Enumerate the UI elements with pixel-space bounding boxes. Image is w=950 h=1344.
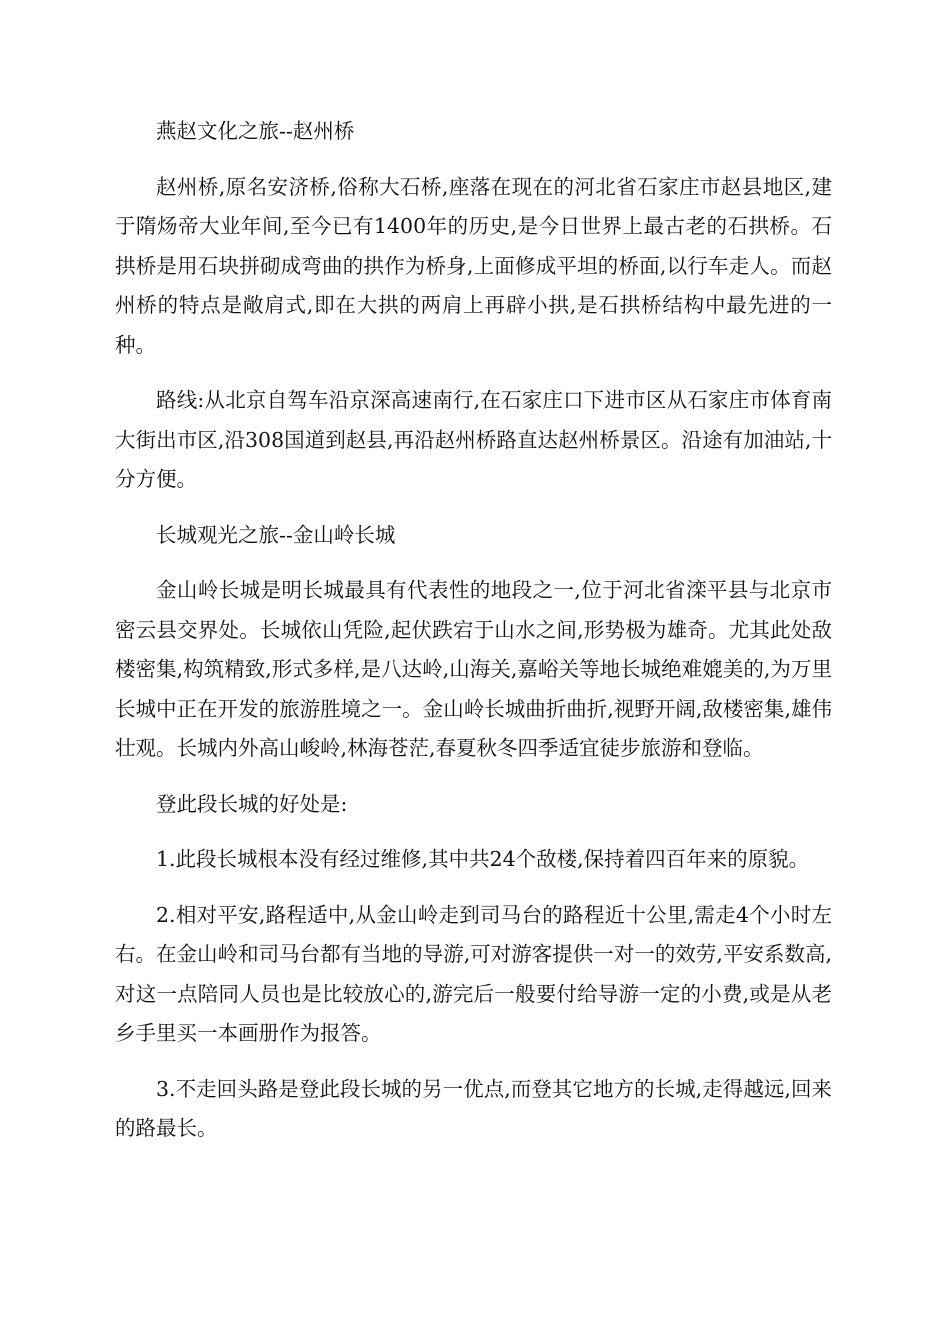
paragraph-zhaozhou-route: 路线:从北京自驾车沿京深高速南行,在石家庄口下进市区从石家庄市体育南大街出市区,沿308国道到赵县,再沿赵州桥路直达赵州桥景区。沿途有加油站,十分方便。 bbox=[115, 388, 832, 491]
benefit-item-1: 1.此段长城根本没有经过维修,其中共24个敌楼,保持着四百年来的原貌。 bbox=[156, 847, 810, 871]
benefit-item-2: 2.相对平安,路程适中,从金山岭走到司马台的路程近十公里,需走4个小时左右。在金山岭和司马台都有当地的导游,可对游客提供一对一的效劳,平安系数高,对这一点陪同人员也是比较放心的,游完后一般要付给导游一定的小费,或是从老乡手里买一本画册作为报答。 bbox=[115, 902, 832, 1045]
paragraph-jinshanling-intro: 金山岭长城是明长城最具有代表性的地段之一,位于河北省滦平县与北京市密云县交界处。长城依山凭险,起伏跌宕于山水之间,形势极为雄奇。尤其此处敌楼密集,构筑精致,形式多样,是八达岭,山海关,嘉峪关等地长城绝难媲美的,为万里长城中正在开发的旅游胜境之一。金山岭长城曲折曲折,视野开阔,敌楼密集,雄伟壮观。长城内外高山峻岭,林海苍茫,春夏秋冬四季适宜徒步旅游和登临。 bbox=[115, 578, 832, 760]
section-title-jinshanling: 长城观光之旅--金山岭长城 bbox=[156, 522, 396, 547]
paragraph-zhaozhou-intro: 赵州桥,原名安济桥,俗称大石桥,座落在现在的河北省石家庄市赵县地区,建于隋炀帝大业年间,至今已有1400年的历史,是今日世界上最古老的石拱桥。石拱桥是用石块拼砌成弯曲的拱作为桥身,上面修成平坦的桥面,以行车走人。而赵州桥的特点是敞肩式,即在大拱的两肩上再辟小拱,是石拱桥结构中最先进的一种。 bbox=[115, 174, 832, 357]
benefit-item-3: 3.不走回头路是登此段长城的另一优点,而登其它地方的长城,走得越远,回来的路最长。 bbox=[115, 1076, 832, 1140]
section-title-zhaozhou-bridge: 燕赵文化之旅--赵州桥 bbox=[156, 119, 355, 143]
benefits-heading: 登此段长城的好处是: bbox=[156, 791, 348, 816]
